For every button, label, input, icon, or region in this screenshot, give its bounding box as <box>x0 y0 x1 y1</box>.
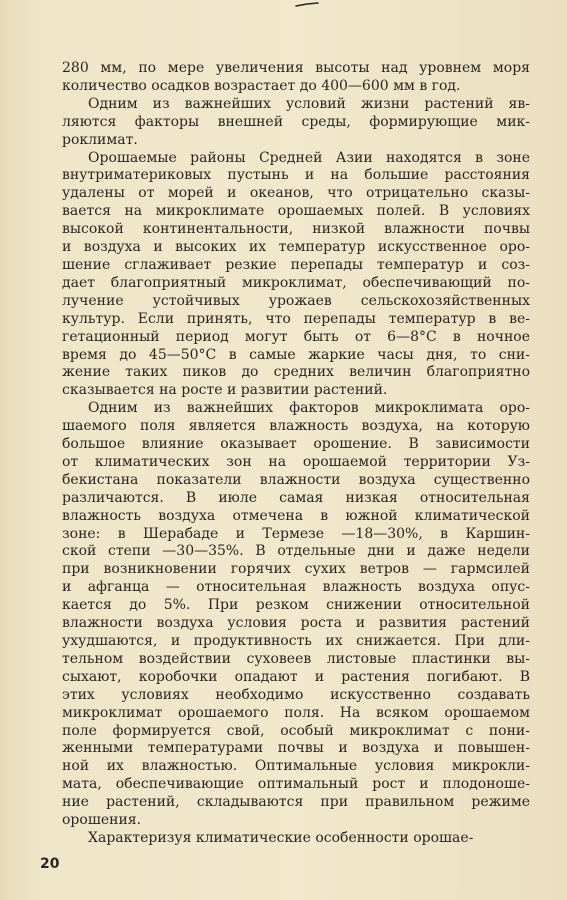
paragraph <box>62 150 530 401</box>
text-line: гетационный период могут быть от 6—8°С в ночное <box>62 328 530 345</box>
text-line: мата, обеспечивающие оптимальный рост и плодоноше- <box>62 776 530 793</box>
text-line: лучение устойчивых урожаев сельскохозяйственных <box>62 292 530 309</box>
text-line: зоне: в Шерабаде и Термезе —18—30%, в Каршин- <box>62 525 530 542</box>
text-line: при возникновении горячих сухих ветров — гармсилей <box>62 561 530 578</box>
text-line: тельном воздействии суховеев листовые пластинки вы- <box>62 650 530 667</box>
text-line: Орошаемые районы Средней Азии находятся в зоне <box>88 149 530 166</box>
paragraph <box>62 400 530 830</box>
text-line: сказывается на росте и развитии растений. <box>62 382 388 399</box>
text-line: ние растений, складываются при правильном режиме <box>62 794 530 811</box>
text-line: дает благоприятный микроклимат, обеспечивающий по- <box>62 274 530 291</box>
text-line: Характеризуя климатические особенности орошае- <box>88 829 474 846</box>
text-line: микроклимат орошаемого поля. На всяком орошаемом <box>62 704 530 721</box>
text-line: ской степи —30—35%. В отдельные дни и даже недели <box>62 543 530 560</box>
text-line: и воздуха и высоких их температур искусственное оро- <box>62 239 530 256</box>
paragraph <box>62 830 530 848</box>
text-line: количество осадков возрастает до 400—600 мм в год. <box>62 77 461 94</box>
text-line: бекистана показатели влажности воздуха существенно <box>62 471 530 488</box>
text-line: ляются факторы внешней среды, формирующие мик- <box>62 113 530 130</box>
text-line: вается на микроклимате орошаемых полей. В условиях <box>62 203 530 220</box>
paragraph <box>62 60 530 96</box>
text-line: роклимат. <box>62 131 138 148</box>
text-line: Одним из важнейших факторов микроклимата оро- <box>88 400 530 417</box>
text-line: ухудшаются, и продуктивность их снижается. При дли- <box>62 633 530 649</box>
text-line: ной их влажностью. Оптимальные условия микрокли- <box>62 758 530 775</box>
text-line: влажности воздуха условия роста и развития растений <box>62 615 530 632</box>
text-line: Одним из важнейших условий жизни растений яв- <box>88 95 530 112</box>
text-line: шаемого поля является влажность воздуха, на которую <box>62 418 530 435</box>
text-line: большое влияние оказывает орошение. В зависимости <box>62 436 530 453</box>
text-line: этих условиях необходимо искусственно создавать <box>62 686 530 703</box>
text-line: поле формируется свой, особый микроклимат с пони- <box>62 722 530 739</box>
text-line: различаются. В июле самая низкая относительная <box>62 489 530 506</box>
text-line: кается до 5%. При резком снижении относительной <box>62 597 530 614</box>
text-line: шение сглаживает резкие перепады температур и соз- <box>62 256 530 273</box>
text-line: влажность воздуха отмечена в южной климатической <box>62 507 530 524</box>
text-line: внутриматериковых пустынь и на большие расстояния <box>62 167 530 184</box>
text-line: жение таких пиков до средних величин благоприятно <box>62 364 530 381</box>
text-line: и афганца — относительная влажность воздуха опус- <box>62 579 530 596</box>
ink-mark-icon <box>295 2 319 7</box>
text-line: удалены от морей и океанов, что отрицательно сказы- <box>62 185 530 202</box>
paragraph <box>62 96 530 150</box>
text-line: время до 45—50°С в самые жаркие часы дня, то сни- <box>62 346 530 363</box>
text-line: орошения. <box>62 812 142 829</box>
text-line: культур. Если принять, что перепады температур в ве- <box>62 310 530 327</box>
text-line: высокой континентальности, низкой влажности почвы <box>62 221 530 238</box>
text-line: женными температурами почвы и воздуха и повышен- <box>62 740 530 757</box>
text-line: 280 мм, по мере увеличения высоты над уровнем моря <box>62 60 530 76</box>
page-number: 20 <box>40 856 60 872</box>
body-text <box>62 60 530 848</box>
text-line: от климатических зон на орошаемой территории Уз- <box>62 453 530 470</box>
text-line: сыхают, коробочки опадают и растения погибают. В <box>62 668 530 685</box>
